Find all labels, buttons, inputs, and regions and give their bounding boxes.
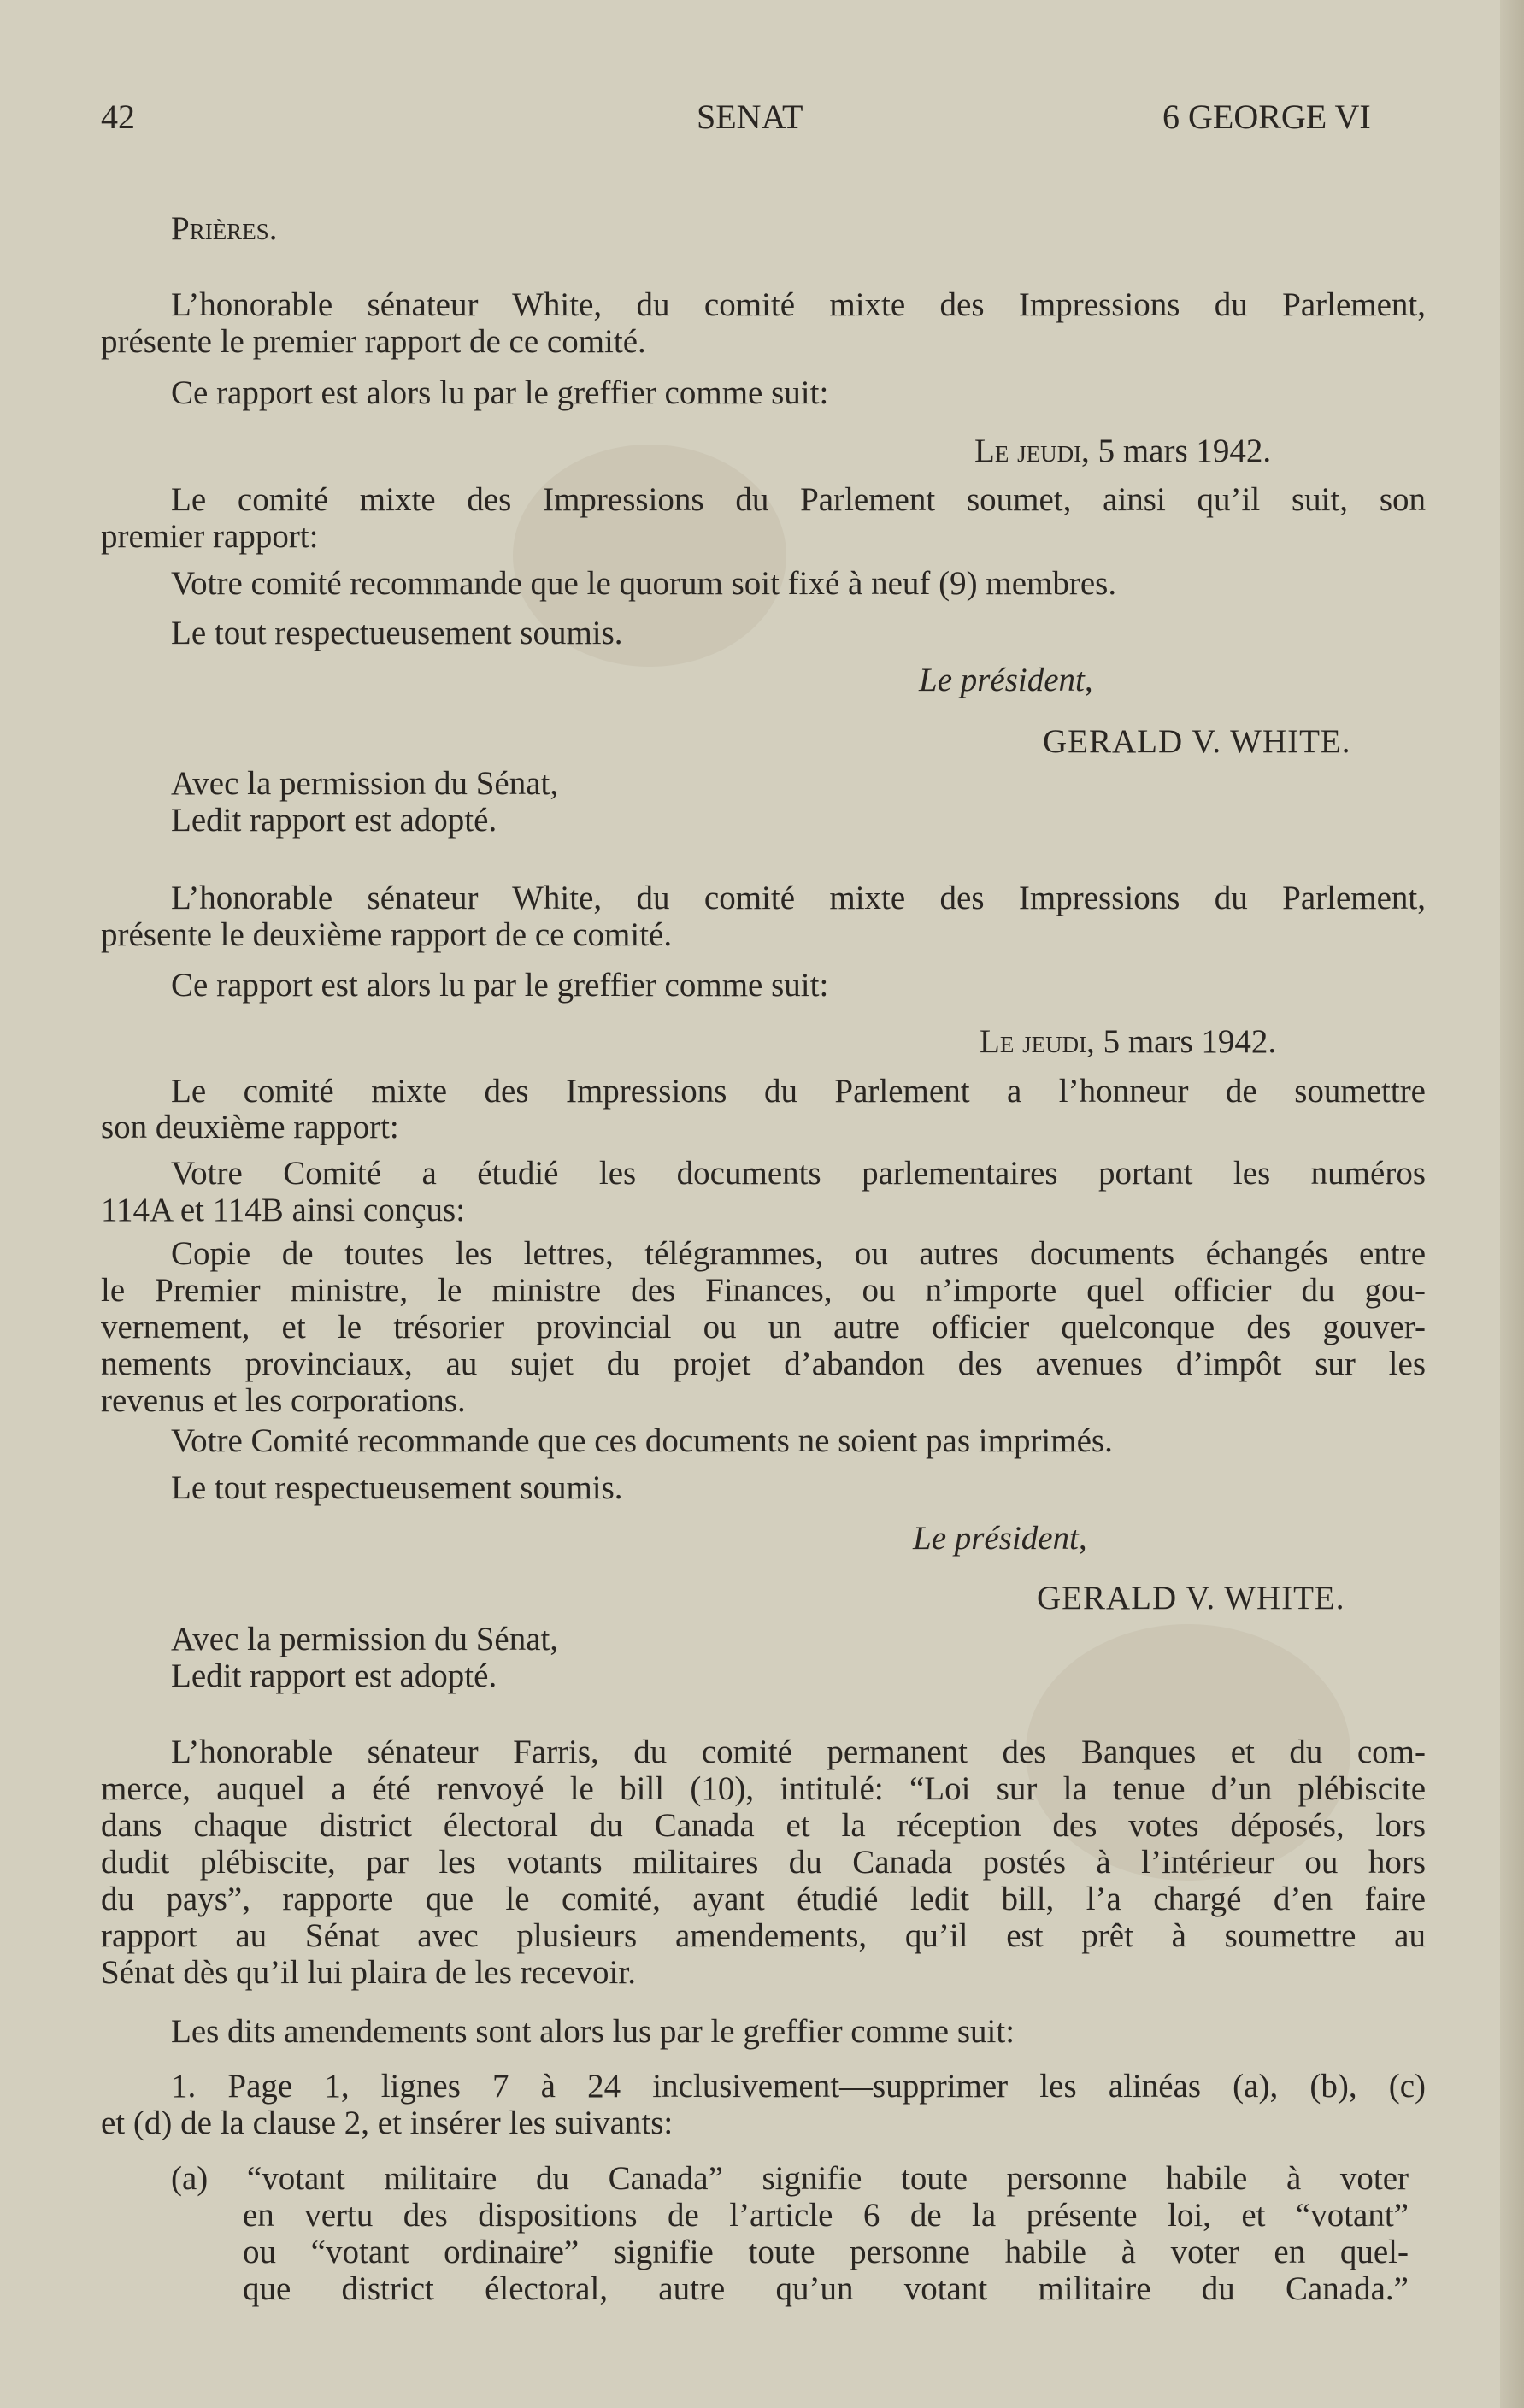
paragraph-line: présente le premier rapport de ce comité.: [101, 323, 646, 360]
permission-line: Avec la permission du Sénat,: [171, 765, 559, 802]
paragraph-line: dudit plébiscite, par les votants militaires du Canada postés à l’intérieur ou hors: [101, 1844, 1426, 1881]
paragraph-line: et (d) de la clause 2, et insérer les suivants:: [101, 2105, 674, 2141]
adopted-line: Ledit rapport est adopté.: [171, 802, 497, 839]
paragraph-line: 1. Page 1, lignes 7 à 24 inclusivement—supprimer les alinéas (a), (b), (c): [171, 2068, 1426, 2105]
clause-line: (a) “votant militaire du Canada” signifie toute personne habile à voter: [171, 2160, 1409, 2197]
paragraph-line: Votre Comité a étudié les documents parlementaires portant les numéros: [171, 1155, 1426, 1192]
paragraph-line: revenus et les corporations.: [101, 1382, 466, 1419]
paragraph-line: son deuxième rapport:: [101, 1109, 399, 1145]
signature-title: Le président,: [919, 662, 1093, 698]
signature-name: GERALD V. WHITE.: [1043, 723, 1351, 760]
paragraph-line: Le tout respectueusement soumis.: [171, 615, 623, 651]
running-head: SENAT: [697, 97, 803, 136]
paragraph-line: Le comité mixte des Impressions du Parlement soumet, ainsi qu’il suit, son: [171, 481, 1426, 518]
paragraph-line: vernement, et le trésorier provincial ou un autre officier quelconque des gouver-: [101, 1309, 1426, 1345]
paragraph-line: Copie de toutes les lettres, télégrammes, ou autres documents échangés entre: [171, 1235, 1426, 1272]
adopted-line: Ledit rapport est adopté.: [171, 1657, 497, 1694]
paragraph-line: nements provinciaux, au sujet du projet d’abandon des avenues d’impôt sur les: [101, 1345, 1426, 1382]
paragraph-line: L’honorable sénateur White, du comité mixte des Impressions du Parlement,: [171, 286, 1426, 323]
page-edge: [1500, 0, 1524, 2408]
paragraph-line: du pays”, rapporte que le comité, ayant étudié ledit bill, l’a chargé d’en faire: [101, 1881, 1426, 1917]
paragraph-line: présente le deuxième rapport de ce comité.: [101, 916, 673, 953]
permission-line: Avec la permission du Sénat,: [171, 1621, 559, 1657]
report-date: Le jeudi, 5 mars 1942.: [974, 433, 1272, 469]
paragraph-line: Ce rapport est alors lu par le greffier comme suit:: [171, 374, 829, 411]
paragraph-line: 114A et 114B ainsi conçus:: [101, 1192, 466, 1228]
paragraph-line: dans chaque district électoral du Canada et la réception des votes déposés, lors: [101, 1807, 1426, 1844]
clause-line: ou “votant ordinaire” signifie toute personne habile à voter en quel-: [243, 2234, 1409, 2270]
prieres-heading: Prières.: [171, 210, 278, 247]
reign-head: 6 GEORGE VI: [1162, 97, 1371, 136]
paragraph-line: le Premier ministre, le ministre des Finances, ou n’importe quel officier du gou-: [101, 1272, 1426, 1309]
paragraph-line: Le comité mixte des Impressions du Parlement a l’honneur de soumettre: [171, 1073, 1426, 1110]
paragraph-line: Sénat dès qu’il lui plaira de les recevoir.: [101, 1954, 636, 1991]
page-number: 42: [101, 97, 135, 136]
signature-name: GERALD V. WHITE.: [1037, 1580, 1345, 1616]
paragraph-line: L’honorable sénateur Farris, du comité permanent des Banques et du com-: [171, 1734, 1426, 1770]
paragraph-line: Les dits amendements sont alors lus par le greffier comme suit:: [171, 2013, 1015, 2050]
paragraph-line: Votre comité recommande que le quorum soit fixé à neuf (9) membres.: [171, 565, 1117, 602]
clause-line: en vertu des dispositions de l’article 6 de la présente loi, et “votant”: [243, 2197, 1409, 2234]
clause-line: que district électoral, autre qu’un votant militaire du Canada.”: [243, 2270, 1409, 2307]
paragraph-line: Votre Comité recommande que ces documents ne soient pas imprimés.: [171, 1422, 1113, 1459]
paragraph-line: L’honorable sénateur White, du comité mixte des Impressions du Parlement,: [171, 880, 1426, 916]
signature-title: Le président,: [913, 1520, 1087, 1557]
paragraph-line: Le tout respectueusement soumis.: [171, 1469, 623, 1506]
report-date: Le jeudi, 5 mars 1942.: [980, 1023, 1277, 1060]
paragraph-line: Ce rapport est alors lu par le greffier comme suit:: [171, 967, 829, 1004]
paragraph-line: rapport au Sénat avec plusieurs amendements, qu’il est prêt à soumettre au: [101, 1917, 1426, 1954]
paragraph-line: merce, auquel a été renvoyé le bill (10), intitulé: “Loi sur la tenue d’un plébiscite: [101, 1770, 1426, 1807]
paragraph-line: premier rapport:: [101, 518, 319, 555]
